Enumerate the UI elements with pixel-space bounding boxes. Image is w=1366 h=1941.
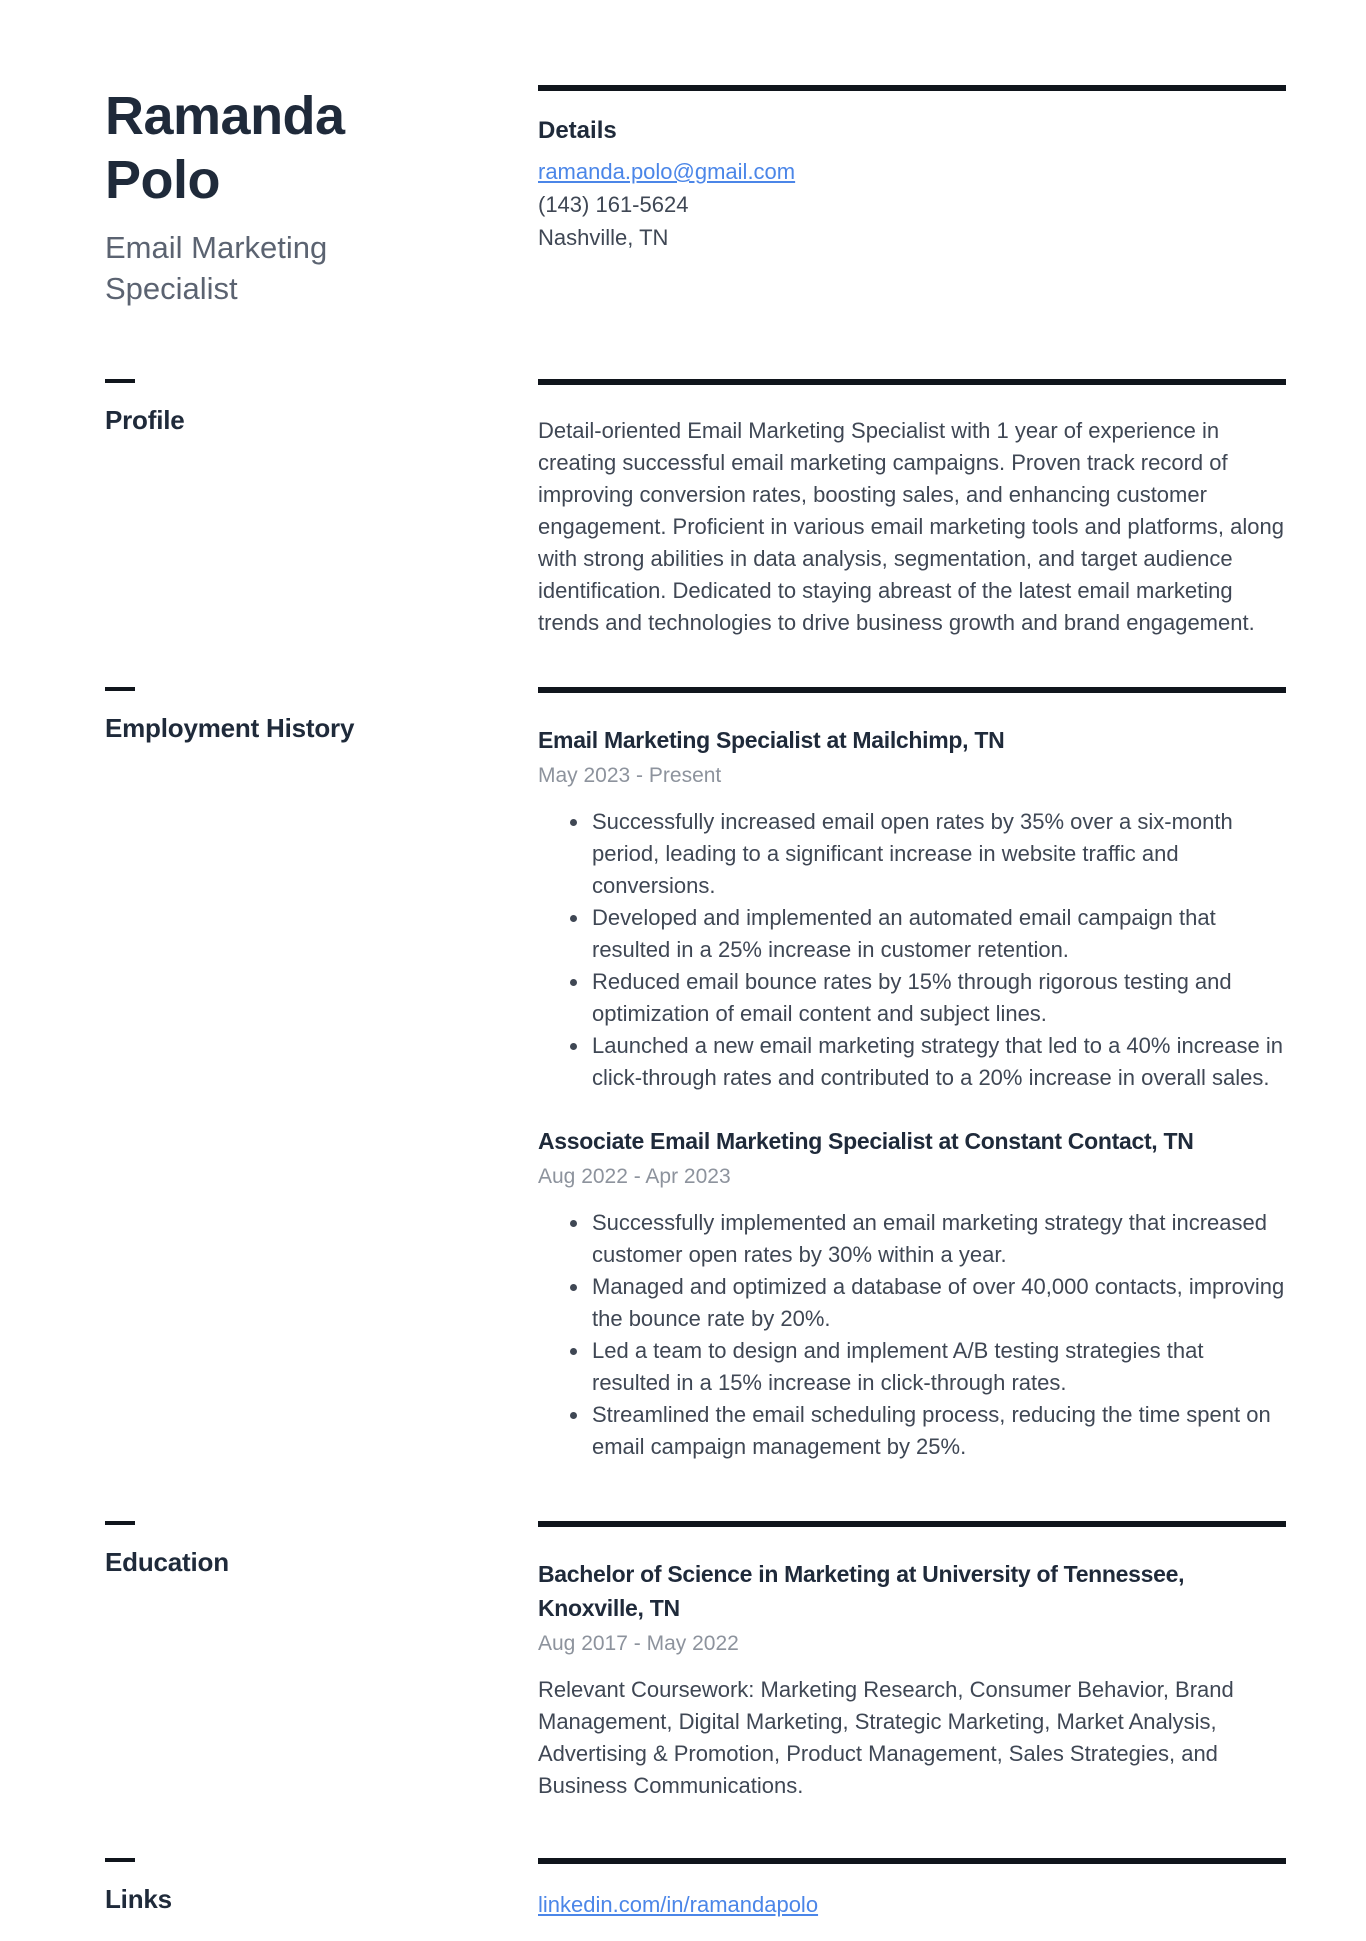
section-divider (538, 379, 1286, 385)
section-divider (538, 687, 1286, 693)
education-dates: Aug 2017 - May 2022 (538, 1632, 739, 1656)
phone-number: (143) 161-5624 (538, 192, 689, 217)
education-sidebar (105, 1521, 538, 1802)
section-dash (105, 1521, 135, 1525)
person-job-title: Email Marketing Specialist (105, 230, 328, 306)
job-entry (538, 1124, 1286, 1463)
job-bullet-list (538, 806, 1286, 1094)
details-heading: Details (538, 117, 617, 144)
header-row (105, 85, 1286, 309)
section-divider (538, 1521, 1286, 1527)
links-content (538, 1858, 1286, 1921)
job-title: Email Marketing Specialist at Mailchimp, TN (538, 727, 1005, 754)
details-section (538, 85, 1286, 309)
job-bullet: • Developed and implemented an automated email campaign that resulted in a 25% increase in customer retention. (590, 902, 1286, 966)
education-section (105, 1521, 1286, 1802)
education-coursework: Relevant Coursework: Marketing Research, Consumer Behavior, Brand Management, Digital Marketing, Strategic Marketing, Market Analysis, Advertising & Promotion, Product Management, Sales Strategies, and Business Communications. (538, 1677, 1234, 1799)
name-block (105, 85, 538, 309)
section-dash (105, 1858, 135, 1862)
education-heading: Education (105, 1547, 229, 1578)
job-dates: Aug 2022 - Apr 2023 (538, 1165, 731, 1189)
job-bullet: • Managed and optimized a database of over 40,000 contacts, improving the bounce rate by 20%. (590, 1271, 1286, 1335)
person-name: Ramanda Polo (105, 86, 345, 210)
profile-heading: Profile (105, 405, 185, 436)
links-sidebar (105, 1858, 538, 1921)
job-bullet: • Launched a new email marketing strategy that led to a 40% increase in click-through rates and contributed to a 20% increase in overall sales. (590, 1030, 1286, 1094)
job-bullet: • Reduced email bounce rates by 15% through rigorous testing and optimization of email content and subject lines. (590, 966, 1286, 1030)
linkedin-link[interactable]: linkedin.com/in/ramandapolo (538, 1892, 819, 1918)
job-dates: May 2023 - Present (538, 764, 722, 788)
education-degree: Bachelor of Science in Marketing at University of Tennessee, Knoxville, TN (538, 1561, 1185, 1622)
job-bullet: • Successfully implemented an email marketing strategy that increased customer open rates by 30% within a year. (590, 1207, 1286, 1271)
section-dash (105, 687, 135, 691)
education-content (538, 1521, 1286, 1802)
employment-heading: Employment History (105, 713, 355, 744)
section-dash (105, 379, 135, 383)
profile-content (538, 379, 1286, 639)
job-bullet: • Successfully increased email open rates by 35% over a six-month period, leading to a significant increase in website traffic and conversions. (590, 806, 1286, 902)
job-entry (538, 723, 1286, 1094)
employment-content (538, 687, 1286, 1463)
profile-sidebar (105, 379, 538, 639)
profile-text: Detail-oriented Email Marketing Specialist with 1 year of experience in creating successful email marketing campaigns. Proven track record of improving conversion rates, boosting sales, and enhancing customer engagement. Proficient in various email marketing tools and platforms, along with strong abilities in data analysis, segmentation, and target audience identification. Dedicated to staying abreast of the latest email marketing trends and technologies to drive business growth and brand engagement. (538, 418, 1284, 636)
job-bullet-list (538, 1207, 1286, 1463)
links-heading: Links (105, 1884, 172, 1915)
section-divider (538, 1858, 1286, 1864)
links-section (105, 1858, 1286, 1921)
profile-section (105, 379, 1286, 639)
employment-sidebar (105, 687, 538, 1463)
job-bullet: • Streamlined the email scheduling process, reducing the time spent on email campaign management by 25%. (590, 1399, 1286, 1463)
job-title: Associate Email Marketing Specialist at Constant Contact, TN (538, 1128, 1194, 1155)
details-divider (538, 85, 1286, 91)
job-bullet: • Led a team to design and implement A/B testing strategies that resulted in a 15% increase in click-through rates. (590, 1335, 1286, 1399)
email-link[interactable]: ramanda.polo@gmail.com (538, 159, 796, 184)
location-text: Nashville, TN (538, 225, 669, 250)
employment-section (105, 687, 1286, 1463)
